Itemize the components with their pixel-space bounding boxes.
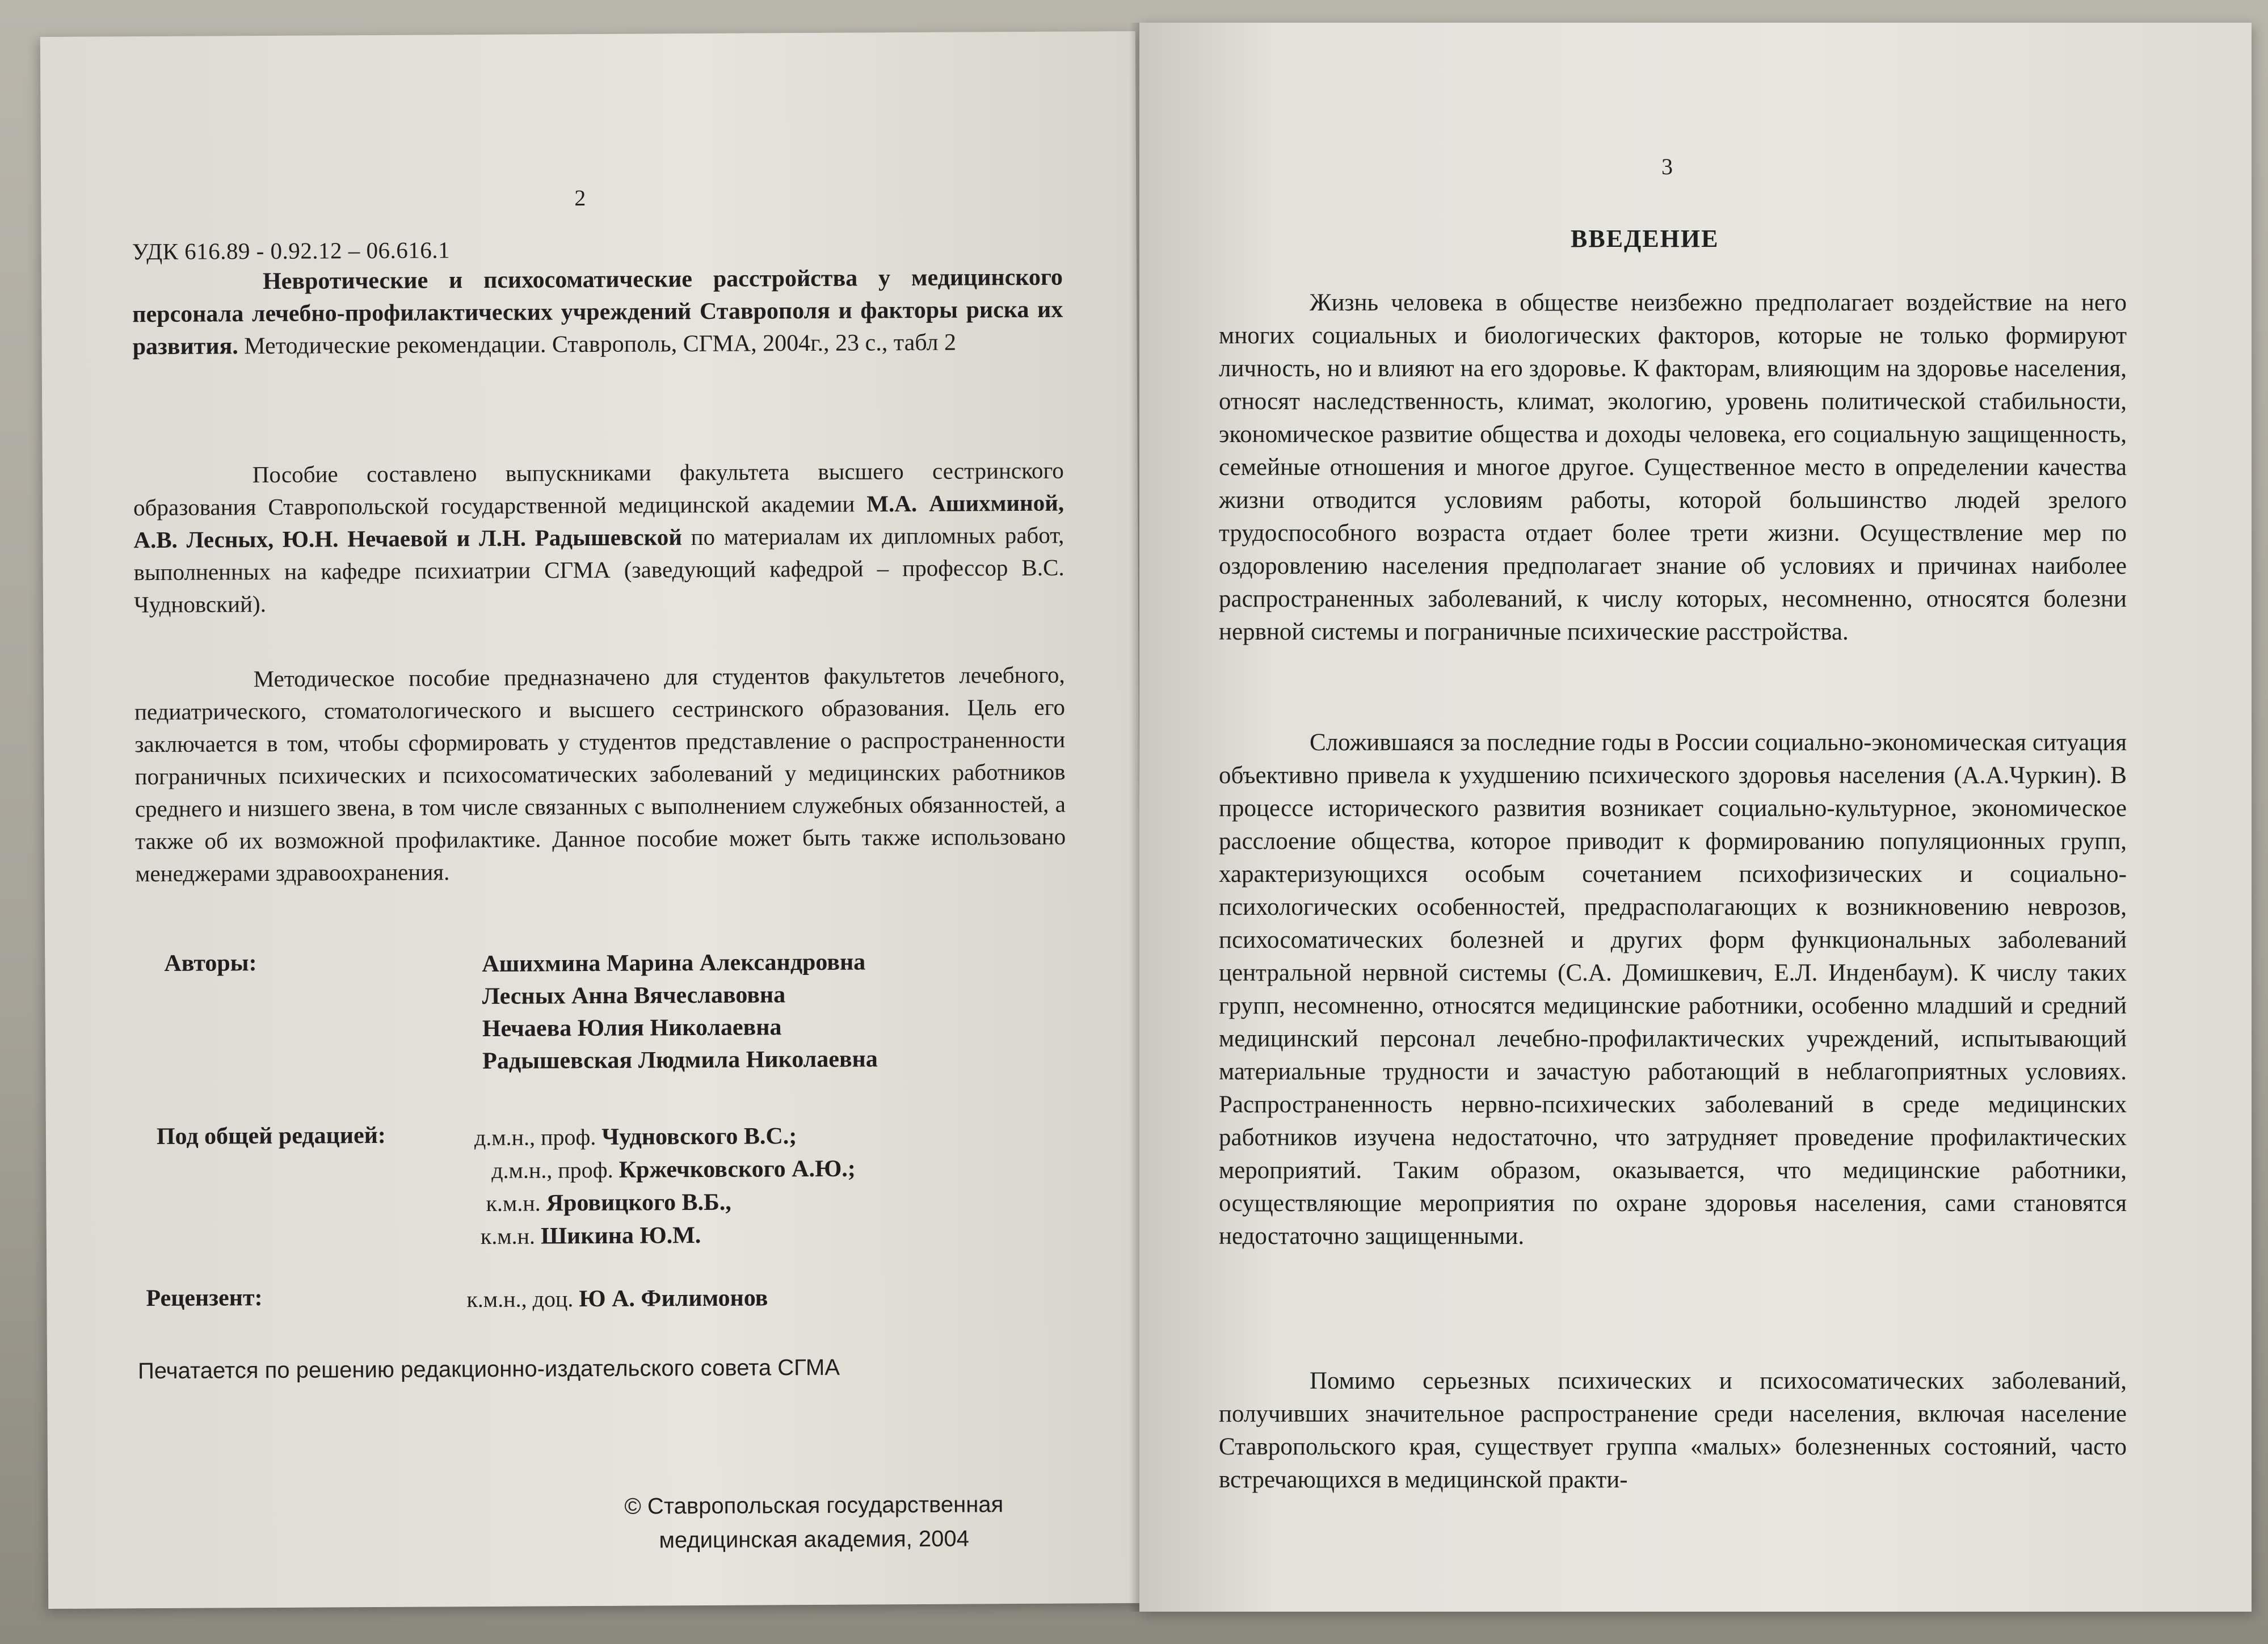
editor-name: Кржечковского А.Ю.; <box>618 1155 856 1183</box>
editors-label: Под общей редацией: <box>156 1122 386 1150</box>
intro-paragraph-3: Помимо серьезных психических и психосоматических заболеваний, получивших значительное распространение среди населения, включая население Ставропольского края, существует группа «малых» болезненных состояний, часто встречающихся в медицинской практи- <box>1219 1368 2127 1493</box>
page-number: 3 <box>1661 154 1673 179</box>
editor-row <box>474 1185 856 1221</box>
reviewer <box>466 1284 768 1313</box>
compilers-text-end: по материалам их дипломных работ, выполненных на кафедре психиатрии СГМА (заведующий кафедрой – профессор В.С. Чудновский). <box>133 522 1064 618</box>
copyright-line: © Ставропольская государственная <box>624 1492 1004 1519</box>
page-number: 2 <box>574 185 586 211</box>
editor-name: Яровицкого В.Б., <box>546 1189 731 1217</box>
author-name: Нечаева Юлия Николаевна <box>482 1014 782 1042</box>
section-heading: ВВЕДЕНИЕ <box>1571 225 1719 253</box>
title-bold: Невротические и психосоматические расстройства у медицинского персонала лечебно-профилактических учреждений Ставрополя и факторы риска их развития. <box>132 264 1063 360</box>
copyright-line: медицинская академия, 2004 <box>659 1526 969 1553</box>
editor-degree: д.м.н., проф. <box>474 1124 602 1151</box>
purpose-paragraph: Методическое пособие предназначено для студентов факультетов лечебного, педиатрического, стоматологического и высшего сестринского образования. Цель его заключается в том, чтобы сформировать у студентов представление о распространенности пограничных психических и психосоматических заболеваний у медицинских работников среднего и низшего звена, в том числе связанных с выполнением служебных обязанностей, а также об их возможной профилактике. Данное пособие может быть также использовано менеджерами здравоохранения. <box>134 661 1066 887</box>
editor-row <box>475 1218 856 1254</box>
editor-name: Шикина Ю.М. <box>540 1222 701 1250</box>
editor-degree: д.м.н., проф. <box>491 1157 619 1183</box>
print-note: Печатается по решению редакционно-издательского совета СГМА <box>137 1355 840 1384</box>
author-name: Радышевская Людмила Николаевна <box>482 1046 878 1075</box>
editor-name: Чудновского В.С.; <box>601 1123 797 1150</box>
editor-row <box>474 1153 856 1188</box>
left-page <box>40 31 1143 1609</box>
compilers-text: Пособие составлено выпускниками факультета высшего сестринского образования Ставропольской государственной медицинской академии <box>133 457 1064 521</box>
reviewer-label: Рецензент: <box>146 1285 263 1312</box>
editor-row <box>474 1120 856 1155</box>
authors-list <box>482 946 878 1078</box>
editor-degree: к.м.н. <box>486 1190 546 1216</box>
copyright <box>587 1487 1041 1558</box>
reviewer-name: Ю А. Филимонов <box>579 1285 768 1313</box>
intro-paragraph-2: Сложившаяся за последние годы в России социально-экономическая ситуация объективно привела к ухудшению психического здоровья населения (А.А.Чуркин). В процессе исторического развития возникает социально-культурное, экономическое расслоение общества, которое приводит к формированию популяционных групп, характеризующихся особым сочетанием психофизических и социально-психологических особенностей, предрасполагающих к возникновению неврозов, психосоматических болезней и других форм функциональных заболеваний центральной нервной системы (С.А. Домишкевич, Е.Л. Инденбаум). К числу таких групп, несомненно, относятся медицинские работники, особенно младший и средний медицинский персонал лечебно-профилактических учреждений, испытывающий материальные трудности и зачастую работающий в неблагоприятных условиях. Распространенность нервно-психических заболеваний в среде медицинских работников изучена недостаточно, что затрудняет проведение профилактических мероприятий. Таким образом, оказывается, что медицинские работники, осуществляющие мероприятия по охране здоровья населения, сами становятся недостаточно защищенными. <box>1219 729 2127 1250</box>
right-page <box>1139 23 2252 1612</box>
reviewer-degree: к.м.н., доц. <box>466 1286 579 1313</box>
compilers-names: М.А. Ашихминой, А.В. Лесных, Ю.Н. Нечаевой и Л.Н. Радышевской <box>133 489 1064 553</box>
udk-code: УДК 616.89 - 0.92.12 – 06.616.1 <box>132 237 451 265</box>
author-name: Лесных Анна Вячеславовна <box>482 982 786 1010</box>
author-name: Ашихмина Марина Александровна <box>482 949 866 978</box>
editor-degree: к.м.н. <box>480 1223 541 1250</box>
editors-list <box>474 1120 856 1254</box>
authors-label: Авторы: <box>164 950 257 977</box>
bibliographic-title <box>132 262 1063 364</box>
intro-paragraph-1: Жизнь человека в обществе неизбежно предполагает воздействие на него многих социальных и биологических факторов, которые не только формируют личность, но и влияют на его здоровье. К факторам, влияющим на здоровье населения, относят наследственность, климат, экологию, уровень политической стабильности, экономическое развитие общества и доходы человека, его социальную защищенность, семейные отношения и многое другое. Существенное место в определении качества жизни отводится условиям работы, которой большинство людей зрелого трудоспособного возраста отдает более трети жизни. Осуществление мер по оздоровлению населения предполагает знание об условиях и причинах наиболее распространенных заболеваний, к числу которых, несомненно, относятся болезни нервной системы и пограничные психические расстройства. <box>1219 289 2127 645</box>
title-rest: Методические рекомендации. Ставрополь, СГМА, 2004г., 23 с., табл 2 <box>238 329 957 360</box>
compilers-paragraph <box>133 455 1064 621</box>
